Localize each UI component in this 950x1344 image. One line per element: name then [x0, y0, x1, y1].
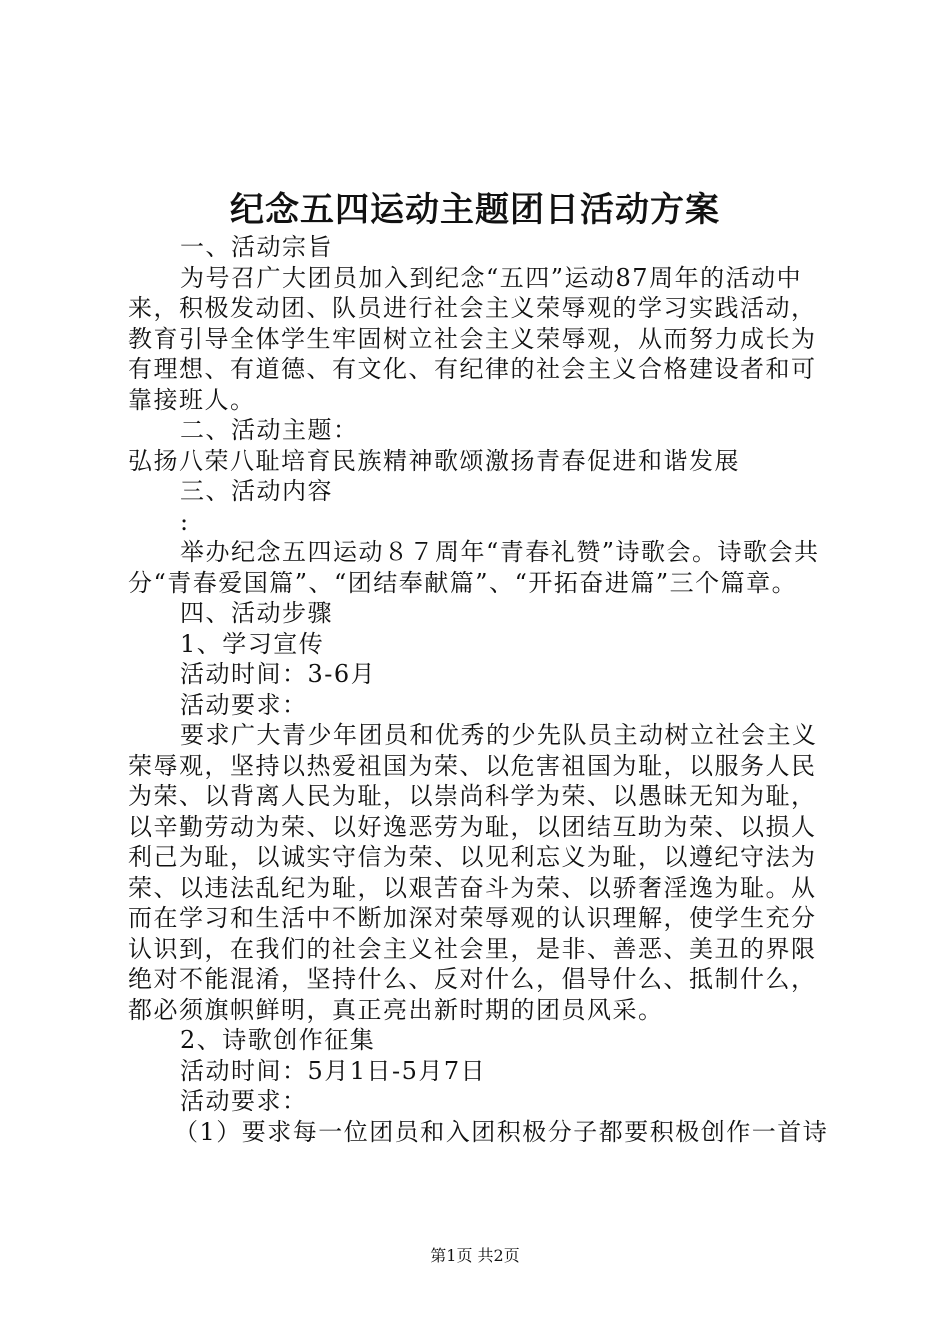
paragraph-poetry-requirement-1: （1）要求每一位团员和入团积极分子都要积极创作一首诗 — [174, 1117, 829, 1146]
paragraph-content: 举办纪念五四运动８７周年“青春礼赞”诗歌会。诗歌会共分“青春爱国篇”、“团结奉献篇”、“开拓奋进篇”三个篇章。 — [128, 538, 820, 597]
section-heading-content: 三、活动内容 — [180, 477, 333, 505]
page-footer: 第1页 共2页 — [430, 1246, 520, 1265]
paragraph-purpose: 为号召广大团员加入到纪念“五四”运动87周年的活动中来，积极发动团、队员进行社会主义荣辱观的学习实践活动，教育引导全体学生牢固树立社会主义荣辱观，从而努力成长为有理想、有道德、有文化、有纪律的社会主义合格建设者和可靠接班人。 — [128, 263, 817, 414]
paragraph-study-requirement-label: 活动要求： — [180, 690, 308, 719]
section-heading-theme: 二、活动主题： — [180, 416, 359, 444]
paragraph-colon: : — [180, 507, 190, 536]
paragraph-study-requirement: 要求广大青少年团员和优秀的少先队员主动树立社会主义荣辱观，坚持以热爱祖国为荣、以危害祖国为耻，以服务人民为荣、以背离人民为耻，以崇尚科学为荣、以愚昧无知为耻，以辛勤劳动为荣、以好逸恶劳为耻，以团结互助为荣、以损人利己为耻，以诚实守信为荣、以见利忘义为耻，以遵纪守法为荣、以违法乱纪为耻，以艰苦奋斗为荣、以骄奢淫逸为耻。从而在学习和生活中不断加深对荣辱观的认识理解，使学生充分认识到，在我们的社会主义社会里，是非、善恶、美丑的界限绝对不能混淆，坚持什么、反对什么，倡导什么、抵制什么，都必须旗帜鲜明，真正亮出新时期的团员风采。 — [128, 721, 818, 1024]
subheading-study: 1、学习宣传 — [180, 629, 325, 658]
paragraph-poetry-time: 活动时间：5月1日-5月7日 — [180, 1056, 487, 1085]
subheading-poetry: 2、诗歌创作征集 — [180, 1026, 376, 1054]
paragraph-study-time: 活动时间：3-6月 — [180, 660, 377, 688]
paragraph-poetry-requirement-label: 活动要求： — [180, 1087, 308, 1115]
document-title: 纪念五四运动主题团日活动方案 — [230, 190, 720, 230]
section-heading-purpose: 一、活动宗旨 — [180, 233, 333, 261]
document-body — [128, 232, 830, 1147]
section-heading-steps: 四、活动步骤 — [180, 599, 333, 627]
paragraph-theme: 弘扬八荣八耻培育民族精神歌颂激扬青春促进和谐发展 — [128, 446, 740, 475]
